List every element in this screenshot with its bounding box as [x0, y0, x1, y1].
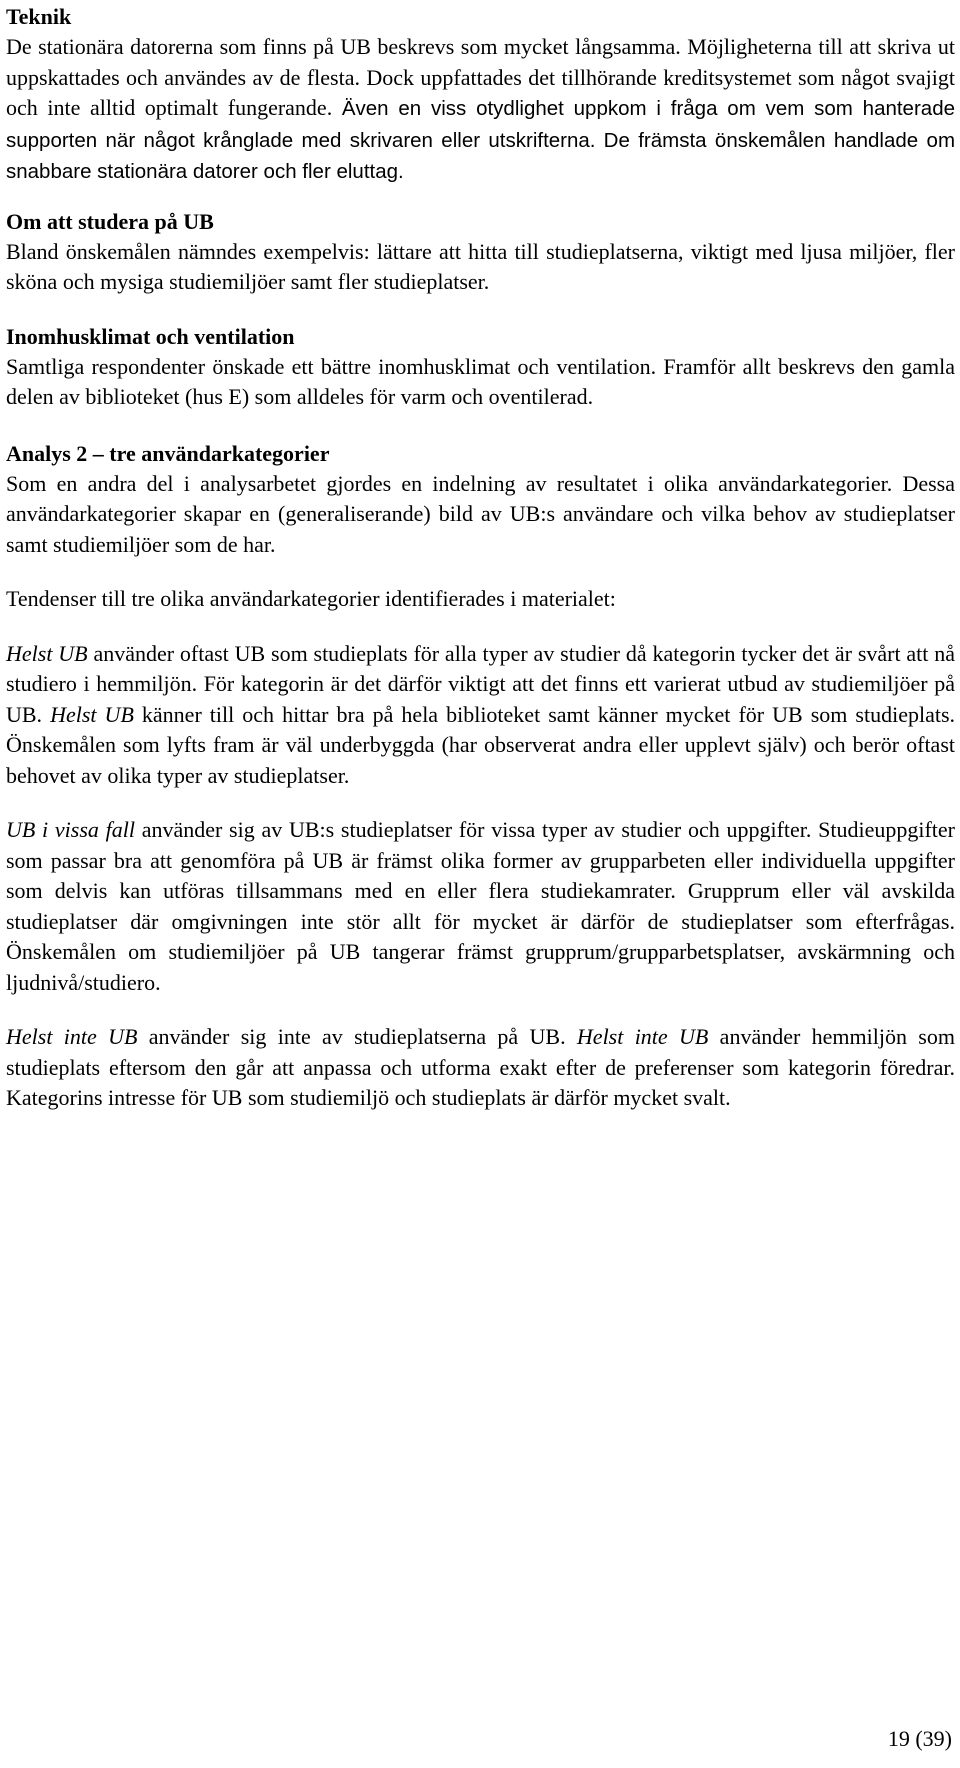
- helst-ub-text-part-2: känner till och hittar bra på hela biblioteket samt känner mycket för UB som studieplats. Önskemålen som lyfts fram är väl underbyggda (har observerat andra eller upplevt själv) och berör oftast behovet av olika typer av studieplatser.: [6, 701, 956, 788]
- section-teknik: [6, 2, 955, 188]
- section-studera: [6, 207, 955, 298]
- section-text-analys: Som en andra del i analysarbetet gjordes en indelning av resultatet i olika användarkategorier. Dessa användarkategorier skapar en (generaliserande) bild av UB:s användare och vilka behov av studieplatser samt studiemiljöer som de har.: [6, 470, 955, 557]
- section-helst-ub: [6, 639, 955, 792]
- section-text-inomhusklimat: Samtliga respondenter önskade ett bättre inomhusklimat och ventilation. Framför allt beskrevs den gamla delen av biblioteket (hus E) som alldeles för varm och oventilerad.: [6, 353, 955, 409]
- section-heading-studera: Om att studera på UB: [6, 208, 214, 234]
- section-helst-inte-ub: [6, 1022, 955, 1114]
- teknik-text-part-2: Även en viss otydlighet uppkom i fråga om vem som hanterade supporten när något krånglade med skrivaren eller utskrifterna.: [6, 97, 955, 152]
- section-heading-analys: Analys 2 – tre användarkategorier: [6, 440, 330, 466]
- section-inomhusklimat: [6, 322, 955, 413]
- section-text-helst-inte-ub: [6, 1022, 955, 1114]
- section-ub-vissa-fall: [6, 815, 955, 998]
- teknik-text-part-3: De främsta önskemålen handlade om snabbare stationära datorer och fler eluttag.: [6, 128, 956, 183]
- term-helst-inte-ub: Helst inte UB: [6, 1024, 138, 1049]
- term-helst-ub: Helst UB: [6, 640, 88, 666]
- section-text-helst-ub: [6, 639, 955, 792]
- section-analys: [6, 439, 955, 561]
- term-ub-vissa-fall: UB i vissa fall: [6, 817, 135, 842]
- section-text-teknik: [6, 32, 955, 188]
- section-text-ub-vissa-fall: [6, 815, 955, 998]
- helst-ub-text-part-1: använder oftast UB som studieplats för alla typer av studier då kategorin tycker det är svårt att nå studiero i hemmiljön. För kategorin är det därför viktigt att det finns ett varierat utbud av studiemiljöer på UB.: [6, 640, 956, 727]
- teknik-text-part-1: De stationära datorerna som finns på UB beskrevs som mycket långsamma. Möjligheterna till att skriva ut uppskattades och användes av de flesta. Dock uppfattades det tillhörande kreditsystemet som något svajigt och inte alltid optimalt fungerande.: [6, 34, 955, 120]
- section-tendenser: [6, 584, 955, 615]
- page-number: 19 (39): [887, 1726, 952, 1751]
- helst-inte-ub-text-part-2: använder hemmiljön som studieplats eftersom den går att anpassa och utforma exakt efter de preferenser som kategorin föredrar. Kategorins intresse för UB som studiemiljö och studieplats är därför mycket svalt.: [6, 1024, 955, 1110]
- helst-inte-ub-text-part-1: använder sig inte av studieplatserna på UB.: [137, 1024, 577, 1049]
- section-heading-teknik: Teknik: [6, 4, 72, 29]
- section-heading-inomhusklimat: Inomhusklimat och ventilation: [6, 323, 295, 349]
- section-text-tendenser: Tendenser till tre olika användarkategorier identifierades i materialet:: [6, 586, 616, 611]
- term-helst-inte-ub-2: Helst inte UB: [576, 1024, 709, 1049]
- document-body: [6, 2, 955, 1114]
- term-helst-ub-2: Helst UB: [50, 701, 134, 727]
- ub-vissa-fall-text: använder sig av UB:s studieplatser för vissa typer av studier och uppgifter. Studieuppgifter som passar bra att genomföra på UB är främst olika former av grupparbeten eller individuella uppgifter som delvis kan utföras tillsammans med en eller flera studiekamrater. Grupprum eller väl avskilda studieplatser där omgivningen inte stör allt för mycket är därför de studieplatser som efterfrågas. Önskemålen om studiemiljöer på UB tangerar främst grupprum/grupparbetsplatser, avskärmning och ljudnivå/studiero.: [6, 817, 955, 995]
- section-text-studera: Bland önskemålen nämndes exempelvis: lättare att hitta till studieplatserna, viktigt med ljusa miljöer, fler sköna och mysiga studiemiljöer samt fler studieplatser.: [6, 238, 955, 294]
